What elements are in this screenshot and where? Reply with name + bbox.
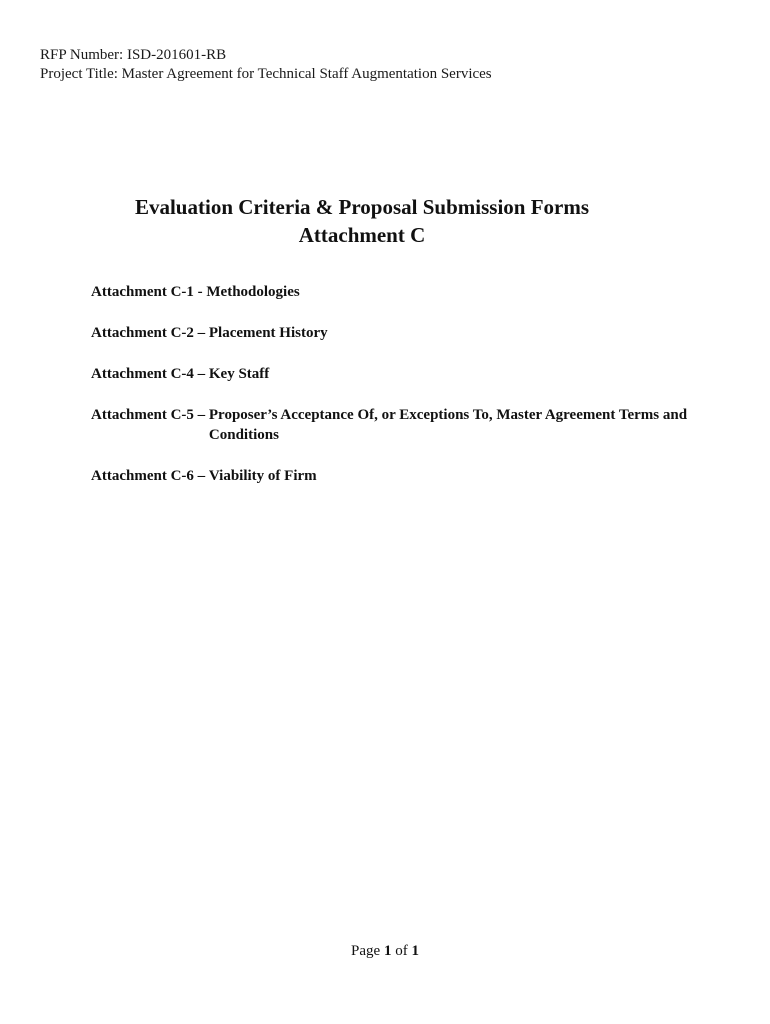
- attachment-item: [91, 323, 691, 343]
- current-page-number: 1: [383, 943, 392, 959]
- attachment-separator: –: [193, 407, 209, 423]
- rfp-number: RFP Number: ISD-201601-RB: [40, 47, 227, 63]
- page-word: Page: [351, 943, 381, 959]
- page-footer: [0, 941, 770, 961]
- attachment-description: Placement History: [208, 325, 328, 341]
- of-word: of: [395, 943, 408, 959]
- document-header: [40, 46, 492, 84]
- project-title: Project Title: Master Agreement for Technical Staff Augmentation Services: [40, 66, 492, 82]
- title-line-2: Attachment C: [298, 223, 426, 247]
- attachment-item: [91, 466, 691, 486]
- attachment-description: Proposer’s Acceptance Of, or Exceptions To, Master Agreement Terms and Conditions: [208, 407, 688, 443]
- title-line-1: Evaluation Criteria & Proposal Submission Forms: [134, 195, 590, 219]
- attachment-separator: -: [193, 284, 207, 300]
- attachment-code: Attachment C-1: [91, 284, 194, 300]
- attachment-separator: –: [193, 468, 209, 484]
- attachment-code: Attachment C-5: [91, 407, 194, 423]
- attachment-separator: –: [193, 366, 209, 382]
- attachment-code: Attachment C-2: [91, 325, 194, 341]
- attachment-description: Viability of Firm: [208, 468, 317, 484]
- attachment-code: Attachment C-4: [91, 366, 194, 382]
- attachment-item: [91, 405, 691, 445]
- attachment-description: Methodologies: [206, 284, 300, 300]
- attachment-description: Key Staff: [208, 366, 270, 382]
- attachment-item: [91, 282, 691, 302]
- attachment-code: Attachment C-6: [91, 468, 194, 484]
- attachment-separator: –: [193, 325, 209, 341]
- total-pages-number: 1: [411, 943, 419, 959]
- document-title: [0, 193, 724, 249]
- attachment-item: [91, 364, 691, 384]
- attachment-list: [91, 282, 691, 507]
